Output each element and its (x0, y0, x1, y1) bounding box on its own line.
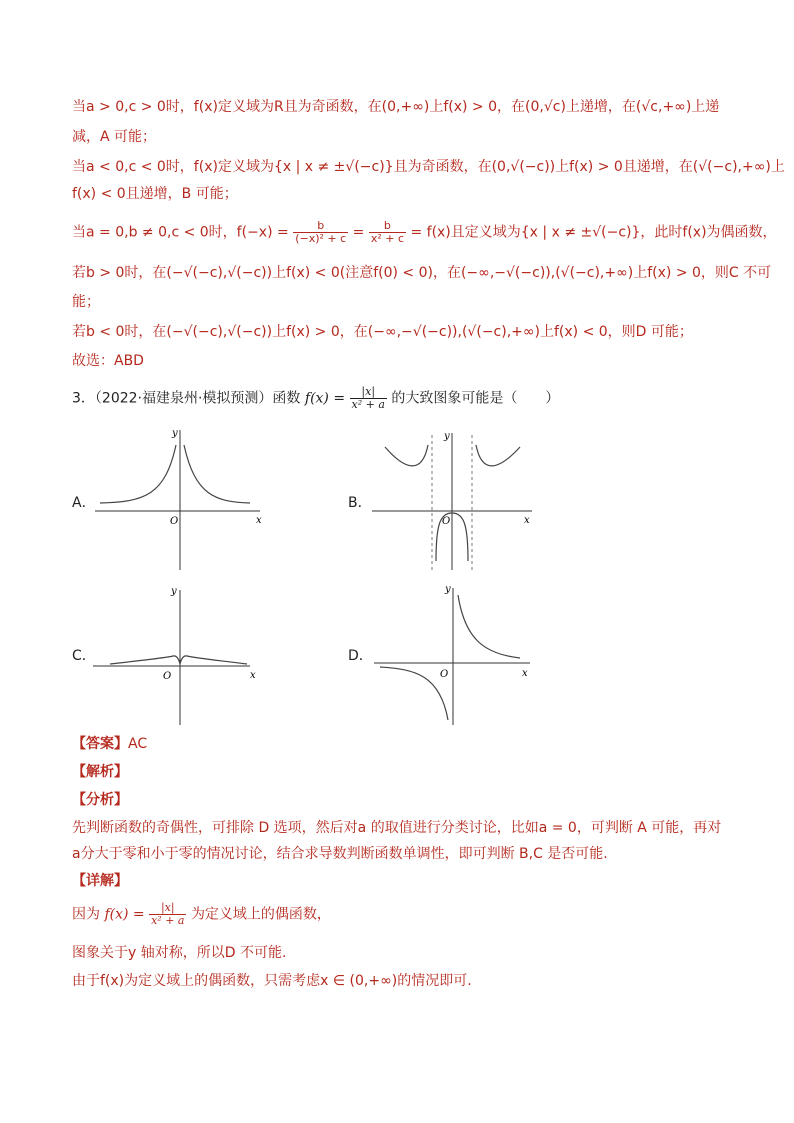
graph-a-x-label: x (256, 515, 262, 526)
xiangjie-fx: f(x) = (104, 906, 145, 923)
solution-line-4: f(x) < 0且递增，B 可能； (72, 186, 238, 202)
graph-b-y-label: y (444, 431, 450, 442)
graph-a-y-label: y (172, 428, 178, 439)
option-b-label[interactable]: B． (348, 495, 372, 511)
fenxi-tag: 【分析】 (72, 792, 128, 808)
question-fraction-numerator: |x| (350, 386, 387, 399)
question-fraction-denominator: x² + a (351, 398, 385, 411)
solution-line-2: 减，A 可能； (72, 129, 157, 145)
fraction-1 (293, 220, 348, 245)
solution-line-9: 故选：ABD (72, 353, 144, 369)
answer-row (72, 734, 147, 754)
graph-d-x-label: x (522, 668, 528, 679)
graph-a-left-branch (100, 445, 176, 503)
graph-c-origin-label: O (163, 671, 172, 682)
graph-d-left-branch (380, 667, 448, 720)
xiangjie-fraction-denominator: x² + a (151, 914, 185, 927)
answer-tag: 【答案】 (72, 736, 128, 752)
line5-text-b: = f(x)且定义域为{x | x ≠ ±√(−c)}，此时f(x)为偶函数， (410, 224, 777, 241)
xiangjie-fraction (149, 902, 186, 927)
option-a-label[interactable]: A． (72, 495, 96, 511)
xiangjie-line-2: 图象关于y 轴对称，所以D 不可能. (72, 945, 287, 961)
xiangjie-line-1 (72, 902, 331, 927)
fenxi-line-2: a分大于零和小于零的情况讨论，结合求导数判断函数单调性，即可判断 B,C 是否可能. (72, 846, 608, 862)
xiangjie-tag: 【详解】 (72, 873, 128, 889)
question-prefix: 3．（2022·福建泉州·模拟预测）函数 (72, 390, 301, 407)
graph-b-left-outer-branch (385, 445, 428, 466)
xiangjie-line-1-pre: 因为 (72, 906, 100, 923)
xiangjie-fraction-numerator: |x| (149, 902, 186, 915)
fraction-2 (369, 220, 406, 245)
graph-a (90, 425, 275, 575)
answer-value: AC (128, 736, 148, 752)
line5-text-a: 当a = 0,b ≠ 0,c < 0时，f(−x) = (72, 224, 289, 241)
solution-line-1: 当a > 0,c > 0时，f(x)定义域为R且为奇函数，在(0,+∞)上f(x) > 0，在(0,√c)上递增，在(√c,+∞)上递 (72, 99, 720, 115)
graph-d-y-label: y (445, 584, 451, 595)
solution-line-8: 若b < 0时，在(−√(−c),√(−c))上f(x) > 0，在(−∞,−√(−c)),(√(−c),+∞)上f(x) < 0，则D 可能； (72, 324, 693, 340)
solution-line-5 (72, 220, 777, 245)
graph-b-right-outer-branch (476, 445, 520, 466)
fraction-2-numerator: b (369, 220, 406, 233)
graph-d-right-branch (458, 595, 520, 658)
solution-line-3: 当a < 0,c < 0时，f(x)定义域为{x | x ≠ ±√(−c)}且为奇函数，在(0,√(−c))上f(x) > 0且递增，在(√(−c),+∞)上 (72, 159, 785, 175)
fraction-2-denominator: x² + c (370, 232, 404, 245)
jiexi-tag: 【解析】 (72, 764, 128, 780)
question-suffix: 的大致图象可能是（ ） (391, 390, 560, 407)
graph-d (370, 580, 535, 730)
graph-c-curve (110, 656, 247, 664)
solution-line-6: 若b > 0时，在(−√(−c),√(−c))上f(x) < 0(注意f(0) < 0)，在(−∞,−√(−c)),(√(−c),+∞)上f(x) > 0，则C 不可 (72, 265, 772, 281)
question-fx: f(x) = (304, 390, 346, 407)
equals-sign: = (352, 224, 365, 241)
graph-b-x-label: x (524, 515, 530, 526)
option-c-label[interactable]: C． (72, 648, 96, 664)
graph-c-x-label: x (250, 670, 256, 681)
solution-line-7: 能； (72, 294, 100, 310)
fraction-1-denominator: (−x)² + c (295, 232, 347, 245)
graph-b (370, 425, 535, 575)
graph-b-origin-label: O (442, 516, 451, 527)
graph-d-origin-label: O (440, 669, 449, 680)
option-d-label[interactable]: D． (348, 648, 373, 664)
xiangjie-line-1-post: 为定义域上的偶函数， (190, 906, 331, 923)
fraction-1-numerator: b (293, 220, 348, 233)
question-fraction (350, 386, 387, 411)
graph-c (85, 580, 265, 730)
graph-a-right-branch (184, 445, 250, 503)
fenxi-line-1: 先判断函数的奇偶性，可排除 D 选项，然后对a 的取值进行分类讨论，比如a = 0，可判断 A 可能，再对 (72, 820, 722, 836)
question-3 (72, 386, 559, 411)
xiangjie-line-3: 由于f(x)为定义域上的偶函数，只需考虑x ∈ (0,+∞)的情况即可. (72, 973, 472, 989)
graph-a-origin-label: O (170, 516, 179, 527)
graph-c-y-label: y (171, 586, 177, 597)
